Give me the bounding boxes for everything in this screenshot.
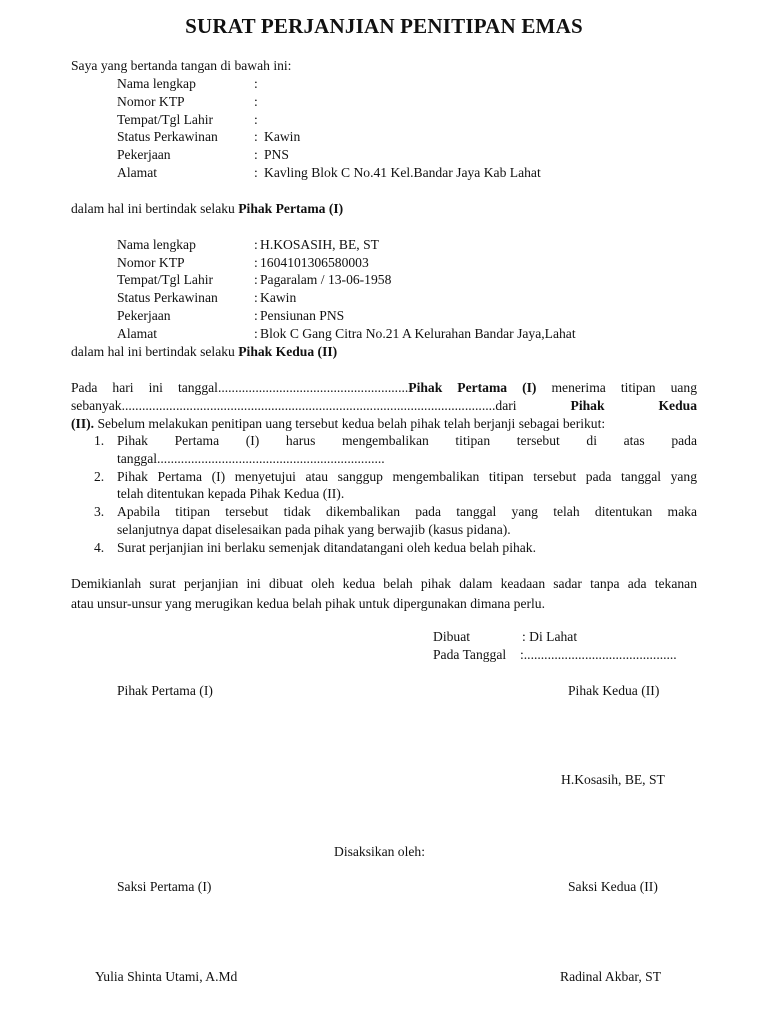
field-value: Kavling Blok C No.41 Kel.Bandar Jaya Kab Lahat — [264, 165, 541, 180]
clause-item — [71, 539, 697, 557]
field-label: Tempat/Tgl Lahir — [117, 112, 214, 127]
field-separator: : — [254, 308, 258, 323]
role-prefix: dalam hal ini bertindak selaku — [71, 344, 239, 359]
clause-number: 4. — [94, 539, 105, 555]
field-label: Status Perkawinan — [117, 290, 218, 305]
party2-role: Pihak Kedua (II) — [238, 344, 338, 359]
intro-text: Saya yang bertanda tangan di bawah ini: — [71, 58, 292, 73]
role-prefix: dalam hal ini bertindak selaku — [71, 201, 239, 216]
field-label: Pekerjaan — [117, 147, 171, 162]
date-value: :............................................. — [520, 647, 677, 662]
field-value: Blok C Gang Citra No.21 A Kelurahan Bandar Jaya,Lahat — [260, 326, 576, 341]
field-label: Nomor KTP — [117, 94, 185, 109]
field-separator: : — [254, 272, 258, 287]
field-label: Nama lengkap — [117, 237, 196, 252]
field-separator: : — [254, 129, 258, 144]
witness2-name: Radinal Akbar, ST — [560, 969, 662, 984]
closing-paragraph — [71, 574, 697, 614]
clause-line: Apabila titipan tersebut tidak dikembalikan pada tanggal yang telah ditentukan maka — [117, 504, 697, 520]
field-separator: : — [254, 76, 258, 91]
clause-number: 2. — [94, 468, 105, 484]
paragraph-line-1 — [71, 379, 697, 397]
witness1-label: Saksi Pertama (I) — [117, 879, 212, 894]
field-separator: : — [254, 112, 258, 127]
field-value: 1604101306580003 — [260, 255, 369, 270]
closing-line-1: Demikianlah surat perjanjian ini dibuat oleh kedua belah pihak dalam keadaan sadar tanpa ada tekanan — [71, 576, 697, 591]
field-value: Kawin — [264, 129, 301, 144]
clause-line: Surat perjanjian ini berlaku semenjak ditandatangani oleh kedua belah pihak. — [117, 539, 536, 555]
witness1-name: Yulia Shinta Utami, A.Md — [95, 969, 238, 984]
date-blank-text: Pada hari ini tanggal........................................................ — [71, 380, 409, 395]
clause-line: Pihak Pertama (I) harus mengembalikan titipan tersebut di atas pada — [117, 433, 697, 448]
promise-text: Sebelum melakukan penitipan uang tersebut kedua belah pihak telah berjanji sebagai berikut: — [94, 415, 606, 431]
field-value: Pagaralam / 13-06-1958 — [260, 272, 392, 287]
agreement-paragraph — [71, 379, 697, 432]
field-label: Alamat — [117, 326, 158, 341]
paragraph-line-2 — [71, 397, 697, 415]
clause-item — [71, 503, 697, 539]
field-separator: : — [254, 326, 258, 341]
party1-role-line — [71, 200, 343, 218]
field-separator: : — [254, 165, 258, 180]
field-separator: : — [254, 147, 258, 162]
clause-line: tanggal................................................................... — [117, 450, 385, 466]
party1-role: Pihak Pertama (I) — [238, 201, 344, 216]
amount-blank-text: sebanyak..............................................................................................................dari — [71, 397, 571, 413]
clause-number: 3. — [94, 504, 105, 520]
field-value: Pensiunan PNS — [260, 308, 345, 323]
party2-ref: Pihak Kedua — [570, 397, 697, 413]
paragraph-line-3 — [71, 415, 697, 433]
clause-line: Pihak Pertama (I) menyetujui atau sanggup mengembalikan titipan tersebut pada tanggal yang — [117, 468, 697, 484]
party2-ref-cont: (II). — [71, 415, 95, 431]
field-separator: : — [254, 237, 258, 252]
document-title: SURAT PERJANJIAN PENITIPAN EMAS — [185, 14, 583, 38]
field-label: Tempat/Tgl Lahir — [117, 272, 214, 287]
clauses-list — [71, 432, 697, 557]
made-value: : Di Lahat — [522, 629, 578, 644]
field-value: Kawin — [260, 290, 297, 305]
field-separator: : — [254, 255, 258, 270]
witnessed-by: Disaksikan oleh: — [334, 844, 425, 859]
made-label: Dibuat — [433, 629, 470, 644]
party2-signature-name: H.Kosasih, BE, ST — [561, 772, 665, 787]
field-value: H.KOSASIH, BE, ST — [260, 237, 379, 252]
field-label: Alamat — [117, 165, 158, 180]
field-separator: : — [254, 290, 258, 305]
field-label: Pekerjaan — [117, 308, 171, 323]
clause-line: selanjutnya dapat diselesaikan pada pihak yang berwajib (kasus pidana). — [117, 521, 511, 537]
field-label: Status Perkawinan — [117, 129, 218, 144]
closing-line-2: atau unsur-unsur yang merugikan kedua belah pihak untuk dipergunakan dimana perlu. — [71, 596, 545, 611]
clause-item — [71, 432, 697, 468]
clause-line: telah ditentukan kepada Pihak Kedua (II). — [117, 486, 345, 502]
party2-signature-label: Pihak Kedua (II) — [568, 683, 660, 698]
clause-number: 1. — [94, 433, 105, 448]
party1-ref: Pihak Pertama (I) — [408, 380, 537, 395]
party1-signature-label: Pihak Pertama (I) — [117, 683, 213, 698]
field-value: PNS — [264, 147, 289, 162]
field-separator: : — [254, 94, 258, 109]
field-label: Nomor KTP — [117, 255, 185, 270]
clause-item — [71, 468, 697, 504]
receives-text: menerima titipan uang — [536, 380, 697, 395]
field-label: Nama lengkap — [117, 76, 196, 91]
witness2-label: Saksi Kedua (II) — [568, 879, 658, 894]
party2-role-line — [71, 343, 337, 361]
date-label: Pada Tanggal — [433, 647, 507, 662]
